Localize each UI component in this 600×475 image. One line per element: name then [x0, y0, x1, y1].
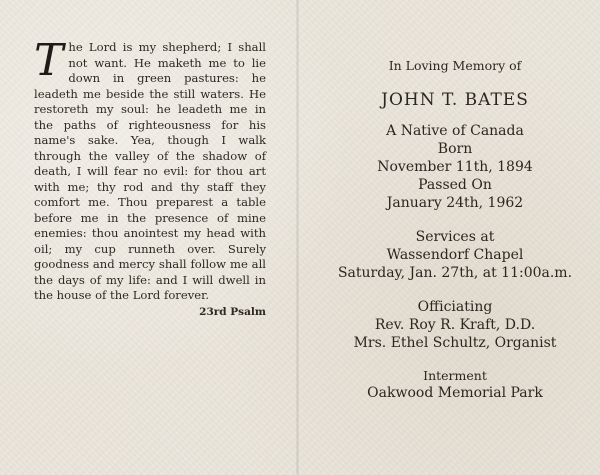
- psalm-text: he Lord is my shepherd; I shall not want. He maketh me to lie down in green pastures: he leadeth me beside the still waters. He restoreth my soul: he leadeth me in the paths of righteousness for his name's sake. Yea, though I walk through the valley of the shadow of death, I will fear no evil: for thou art with me; thy rod and thy staff they comfort me. Thou preparest a table before me in the presence of mine enemies: thou anointest my head with oil; my cup runneth over. Surely goodness and mercy shall follow me all the days of my life: and I will dwell in the house of the Lord forever.: [34, 40, 266, 302]
- born-label: Born: [437, 141, 473, 157]
- passed-label: Passed On: [418, 177, 492, 193]
- native-of: A Native of Canada: [386, 123, 524, 139]
- memorial-panel: [330, 58, 580, 402]
- passed-date: January 24th, 1962: [386, 195, 524, 211]
- born-date: November 11th, 1894: [377, 159, 533, 175]
- memory-heading: In Loving Memory of: [388, 58, 522, 73]
- officiant: Rev. Roy R. Kraft, D.D.: [374, 317, 536, 333]
- psalm-reference: 23rd Psalm: [199, 305, 266, 318]
- officiating-label: Officiating: [417, 299, 493, 315]
- organist: Mrs. Ethel Schultz, Organist: [353, 335, 557, 351]
- psalm-panel: [34, 35, 266, 318]
- interment-place: Oakwood Memorial Park: [367, 385, 543, 401]
- services-label: Services at: [415, 229, 495, 245]
- psalm-dropcap: T: [34, 35, 64, 86]
- psalm-paragraph: [34, 35, 266, 304]
- interment-label: Interment: [423, 368, 487, 383]
- services-date: Saturday, Jan. 27th, at 11:00a.m.: [337, 265, 573, 281]
- deceased-name: JOHN T. BATES: [381, 90, 529, 110]
- card-fold: [296, 0, 300, 475]
- services-place: Wassendorf Chapel: [386, 247, 524, 263]
